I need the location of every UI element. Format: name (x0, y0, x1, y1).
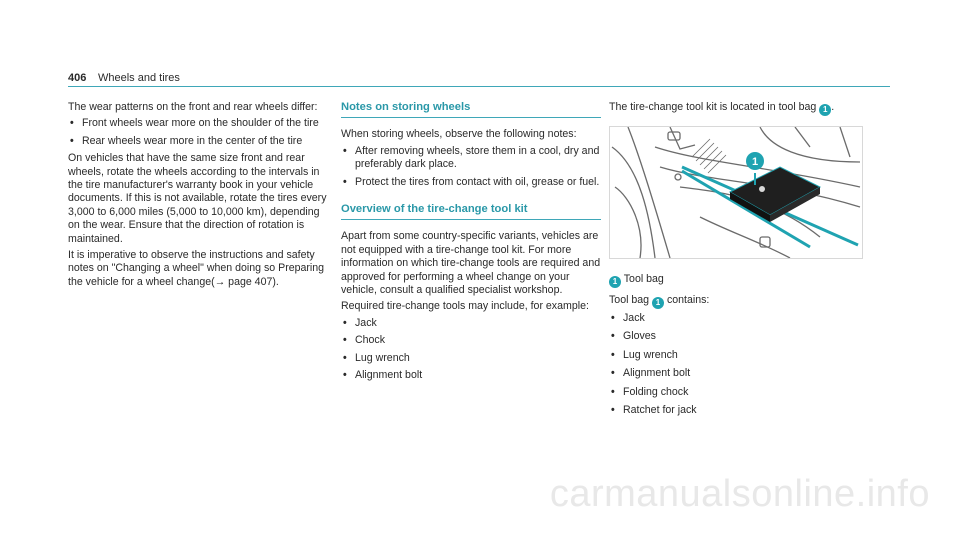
list-item: • Chock (341, 334, 601, 347)
paragraph-apart: Apart from some country-specific variants, vehicles are not equipped with a tire-change tool kit. For more information on which tire-change tools are required and approved for performing a wheel change on your vehicle, consult a qualified specialist workshop. (341, 230, 601, 297)
paragraph-rotation: On vehicles that have the same size front and rear wheels, rotate the wheels according to the intervals in the tire manufacturer's warranty book in your vehicle documents. If this is not available, rotate the tires every 3,000 to 6,000 miles (5,000 to 10,000 km), depending on the wear. Ensure that the direction of rotation is maintained. (68, 152, 327, 245)
list-item: • Lug wrench (341, 352, 601, 365)
figure-callout-number: 1 (751, 156, 759, 168)
paragraph-storing-intro: When storing wheels, observe the following notes: (341, 128, 577, 141)
contains-before: Tool bag (609, 294, 650, 306)
paragraph-tool-kit-location (609, 101, 869, 116)
page-number: 406 (68, 72, 87, 84)
paragraph-imperative: It is imperative to observe the instructions and safety notes on "Changing a wheel" when doing so Preparing the vehicle for a wheel change(→ page 407). (68, 249, 325, 288)
wear-list (68, 117, 328, 148)
tools-list (341, 317, 601, 383)
column-right (609, 101, 869, 422)
list-item: • Jack (341, 317, 601, 330)
list-item: • Rear wheels wear more in the center of the tire (68, 135, 328, 148)
page-header (68, 72, 890, 87)
list-item: • Gloves (609, 330, 869, 343)
heading-tool-kit: Overview of the tire-change tool kit (341, 203, 601, 220)
list-item: • Lug wrench (609, 349, 869, 362)
trunk-drawing (610, 127, 862, 258)
contains-badge: 1 (652, 297, 664, 309)
storing-list (341, 145, 601, 189)
column-left (68, 101, 328, 292)
paragraph-contains (609, 294, 869, 309)
list-item: • Jack (609, 312, 869, 325)
figure-caption (609, 273, 869, 288)
contains-after: contains: (666, 294, 710, 306)
paragraph-wear-patterns: The wear patterns on the front and rear wheels differ: (68, 101, 318, 113)
column-middle (341, 101, 601, 387)
caption-badge: 1 (609, 276, 621, 288)
list-item: • After removing wheels, store them in a cool, dry and preferably dark place. (341, 145, 601, 172)
tool-bag-contents (609, 312, 869, 417)
heading-storing-wheels: Notes on storing wheels (341, 101, 601, 118)
list-item: • Front wheels wear more on the shoulder of the tire (68, 117, 328, 130)
list-item: • Alignment bolt (341, 369, 601, 382)
list-item: • Folding chock (609, 386, 869, 399)
running-title: Wheels and tires (98, 72, 180, 84)
list-item: • Alignment bolt (609, 367, 869, 380)
list-item: • Protect the tires from contact with oil, grease or fuel. (341, 176, 601, 189)
callout-badge: 1 (819, 104, 831, 116)
watermark: carmanualsonline.info (549, 473, 930, 515)
location-text: The tire-change tool kit is located in tool bag (609, 101, 817, 113)
list-item: • Ratchet for jack (609, 404, 869, 417)
trunk-illustration (609, 126, 863, 259)
paragraph-required: Required tire-change tools may include, for example: (341, 300, 589, 313)
caption-text: Tool bag (623, 273, 664, 285)
location-period: . (831, 101, 835, 113)
